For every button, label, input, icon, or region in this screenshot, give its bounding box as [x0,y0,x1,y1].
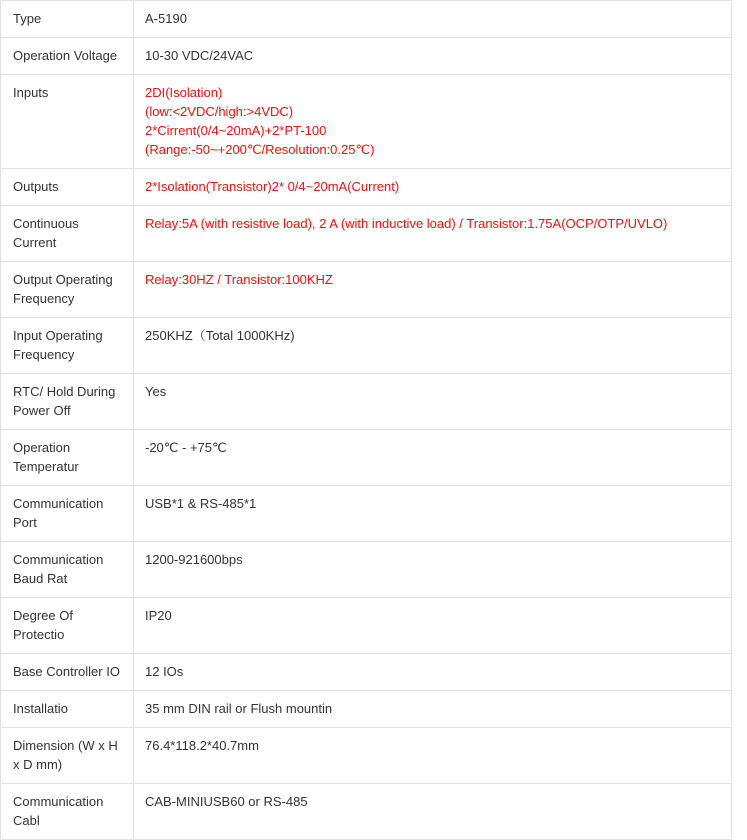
spec-value-line: 2*Cirrent(0/4~20mA)+2*PT-100 [145,123,327,138]
spec-value-line: Yes [145,384,167,399]
spec-label: Operation Temperatur [1,430,134,486]
spec-label: RTC/ Hold During Power Off [1,374,134,430]
spec-label: Communication Cabl [1,784,134,840]
table-row [1,75,732,169]
spec-value-line: IP20 [145,608,172,623]
table-row [1,691,732,728]
table-row [1,542,732,598]
spec-value-line: (low:<2VDC/high:>4VDC) [145,104,294,119]
spec-value [134,430,732,486]
spec-value [134,75,732,169]
table-row [1,169,732,206]
spec-value-line: 12 IOs [145,664,184,679]
table-row [1,654,732,691]
table-row [1,38,732,75]
spec-value-line: 2*Isolation(Transistor)2* 0/4~20mA(Current) [145,179,400,194]
table-row [1,728,732,784]
spec-value [134,486,732,542]
spec-value-line: Relay:30HZ / Transistor:100KHZ [145,272,333,287]
spec-value-line: 1200-921600bps [145,552,243,567]
spec-value [134,784,732,840]
spec-label: Continuous Current [1,206,134,262]
spec-value-line: 35 mm DIN rail or Flush mountin [145,701,333,716]
specification-table-body [1,1,732,840]
spec-label: Communication Baud Rat [1,542,134,598]
table-row [1,206,732,262]
spec-label: Output Operating Frequency [1,262,134,318]
spec-label: Communication Port [1,486,134,542]
table-row [1,262,732,318]
spec-value-line: CAB-MINIUSB60 or RS-485 [145,794,308,809]
spec-label: Input Operating Frequency [1,318,134,374]
spec-value-line: A-5190 [145,11,187,26]
spec-value [134,318,732,374]
spec-value [134,691,732,728]
spec-value [134,1,732,38]
spec-label: Degree Of Protectio [1,598,134,654]
spec-label: Operation Voltage [1,38,134,75]
spec-value-line: 250KHZ（Total 1000KHz) [145,328,295,343]
spec-value-line: 2DI(Isolation) [145,85,223,100]
spec-value-line: 76.4*118.2*40.7mm [145,738,259,753]
spec-value [134,728,732,784]
table-row [1,784,732,840]
table-row [1,598,732,654]
spec-value-line: Relay:5A (with resistive load), 2 A (with inductive load) / Transistor:1.75A(OCP/OTP/UVLO) [145,216,668,231]
spec-label: Base Controller IO [1,654,134,691]
spec-label: Type [1,1,134,38]
spec-value-line: 10-30 VDC/24VAC [145,48,254,63]
spec-label: Dimension (W x H x D mm) [1,728,134,784]
spec-value [134,262,732,318]
table-row [1,1,732,38]
table-row [1,374,732,430]
spec-value [134,206,732,262]
spec-label: Outputs [1,169,134,206]
spec-value [134,654,732,691]
table-row [1,318,732,374]
spec-value [134,38,732,75]
spec-value-line: -20℃ - +75℃ [145,440,227,455]
spec-value-line: USB*1 & RS-485*1 [145,496,257,511]
table-row [1,430,732,486]
table-row [1,486,732,542]
spec-value [134,374,732,430]
spec-label: Inputs [1,75,134,169]
spec-value-line: (Range:-50~+200℃/Resolution:0.25℃) [145,142,375,157]
spec-label: Installatio [1,691,134,728]
spec-value [134,169,732,206]
spec-value [134,542,732,598]
spec-value [134,598,732,654]
